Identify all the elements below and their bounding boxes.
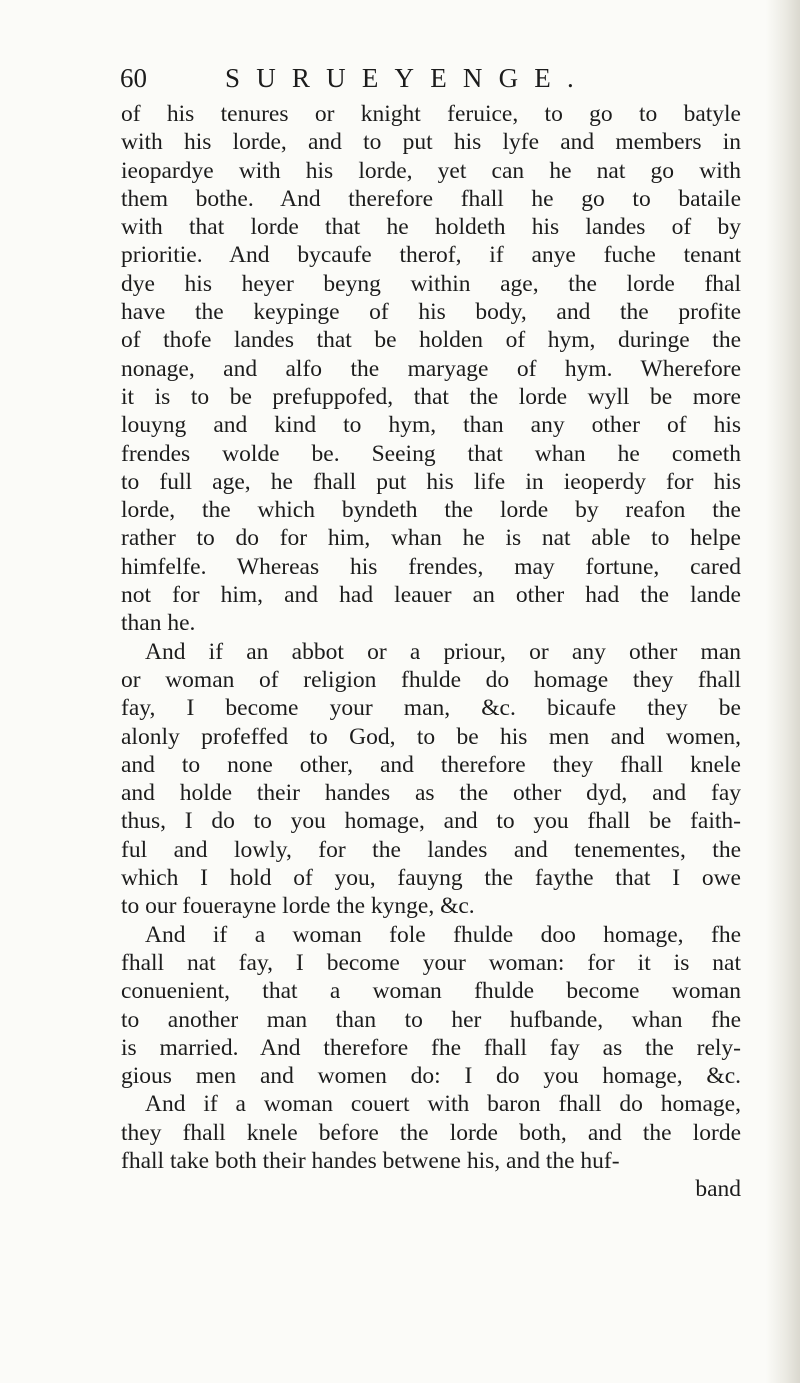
text-line: is married. And therefore fhe fhall fay as the rely- xyxy=(121,1034,741,1061)
text-line: alonly profeffed to God, to be his men and women, xyxy=(121,723,741,750)
text-line: to another man than to her hufbande, whan fhe xyxy=(121,1006,741,1033)
text-line: lorde, the which byndeth the lorde by reafon the xyxy=(121,497,741,524)
text-line: fay, I become your man, &c. bicaufe they be xyxy=(121,695,741,722)
text-line: which I hold of you, fauyng the faythe that I owe xyxy=(121,865,741,892)
text-line: and to none other, and therefore they fhall knele xyxy=(121,751,741,778)
text-line: with his lorde, and to put his lyfe and members in xyxy=(121,129,741,156)
running-head: SURUEYENGE. xyxy=(225,63,590,93)
catchword: band xyxy=(695,1176,741,1203)
text-line: of his tenures or knight feruice, to go to batyle xyxy=(121,101,741,127)
text-line: gious men and women do: I do you homage, &c. xyxy=(121,1063,741,1090)
text-line: them bothe. And therefore fhall he go to bataile xyxy=(121,185,741,212)
page-edge-shadow xyxy=(766,0,800,1383)
text-line: have the keypinge of his body, and the profite xyxy=(121,299,741,326)
page-header xyxy=(120,62,640,94)
page-number: 60 xyxy=(120,63,147,93)
text-line: prioritie. And bycaufe therof, if anye fuche tenant xyxy=(121,242,741,269)
text-line: with that lorde that he holdeth his landes of by xyxy=(121,214,741,241)
text-line: And if a woman fole fhulde doo homage, fhe xyxy=(145,921,741,948)
text-line: louyng and kind to hym, than any other of his xyxy=(121,412,741,439)
text-line: fhall nat fay, I become your woman: for it is nat xyxy=(121,949,741,976)
text-line: of thofe landes that be holden of hym, duringe the xyxy=(121,327,741,354)
body-text xyxy=(121,100,741,1204)
text-line: And if a woman couert with baron fhall do homage, xyxy=(145,1091,741,1118)
text-line: dye his heyer beyng within age, the lorde fhal xyxy=(121,270,741,297)
text-line: to full age, he fhall put his life in ieoperdy for his xyxy=(121,468,741,495)
text-line: and holde their handes as the other dyd, and fay xyxy=(121,780,741,807)
text-line: or woman of religion fhulde do homage they fhall xyxy=(121,666,741,693)
text-line: not for him, and had leauer an other had the lande xyxy=(121,582,741,609)
text-line: himfelfe. Whereas his frendes, may fortune, cared xyxy=(121,553,741,580)
text-line: ful and lowly, for the landes and tenementes, the xyxy=(121,836,741,863)
text-line: nonage, and alfo the maryage of hym. Wherefore xyxy=(121,355,741,382)
text-line: ieopardye with his lorde, yet can he nat go with xyxy=(121,157,741,184)
text-line: rather to do for him, whan he is nat able to helpe xyxy=(121,525,741,552)
text-line: And if an abbot or a priour, or any other man xyxy=(145,638,741,665)
text-line: than he. xyxy=(121,610,196,637)
text-line: it is to be prefuppofed, that the lorde wyll be more xyxy=(121,383,741,410)
text-line: thus, I do to you homage, and to you fhall be faith- xyxy=(121,808,741,835)
text-line: frendes wolde be. Seeing that whan he cometh xyxy=(121,440,741,467)
text-line: to our fouerayne lorde the kynge, &c. xyxy=(121,893,475,920)
text-line: fhall take both their handes betwene his, and the huf- xyxy=(121,1147,620,1174)
text-line: conuenient, that a woman fhulde become woman xyxy=(121,978,741,1005)
text-line: they fhall knele before the lorde both, and the lorde xyxy=(121,1119,741,1146)
